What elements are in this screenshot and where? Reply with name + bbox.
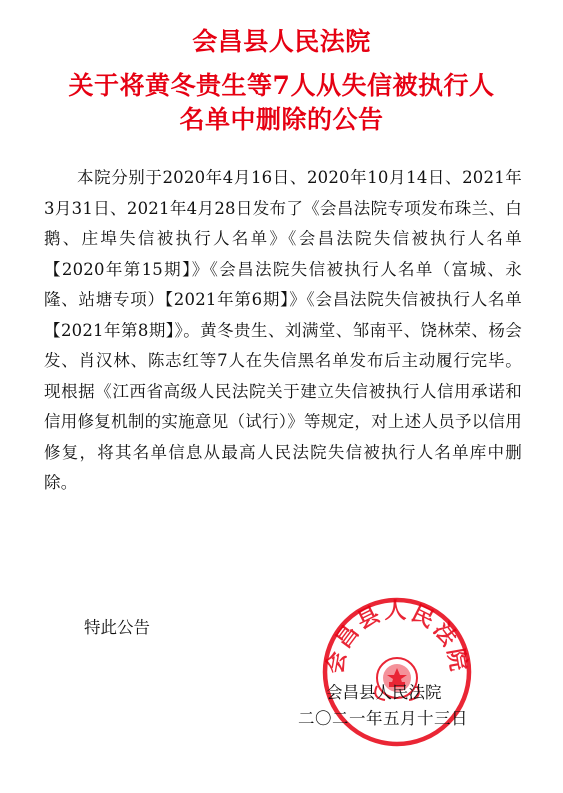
svg-text:会昌县人民法院: 会昌县人民法院 bbox=[321, 598, 473, 676]
closing-text: 特此公告 bbox=[84, 618, 150, 637]
notice-title-line2: 关于将黄冬贵生等7人从失信被执行人 bbox=[68, 71, 495, 100]
notice-title-line1: 会昌县人民法院 bbox=[192, 27, 371, 56]
notice-date: 二〇二一年五月十三日 bbox=[298, 709, 468, 728]
notice-body: 本院分别于2020年4月16日、2020年10月14日、2021年3月31日、2021年4月28日发布了《会昌法院专项发布珠兰、白鹅、庄埠失信被执行人名单》《会昌法院失信被执行人名单【2020年第15期】》《会昌法院失信被执行人名单（富城、永隆、站塘专项）【2021年第6期】》《会昌法院失信被执行人名单【2021年第8期】》。黄冬贵生、刘满堂、邹南平、饶林荣、杨会发、肖汉林、陈志红等7人在失信黑名单发布后主动履行完毕。现根据《江西省高级人民法院关于建立失信被执行人信用承诺和信用修复机制的实施意见（试行）》等规定，对上述人员予以信用修复，将其名单信息从最高人民法院失信被执行人名单库中删除。 bbox=[44, 168, 522, 492]
notice-title-line3: 名单中删除的公告 bbox=[179, 105, 384, 134]
signature-court-name: 会昌县人民法院 bbox=[326, 683, 442, 702]
